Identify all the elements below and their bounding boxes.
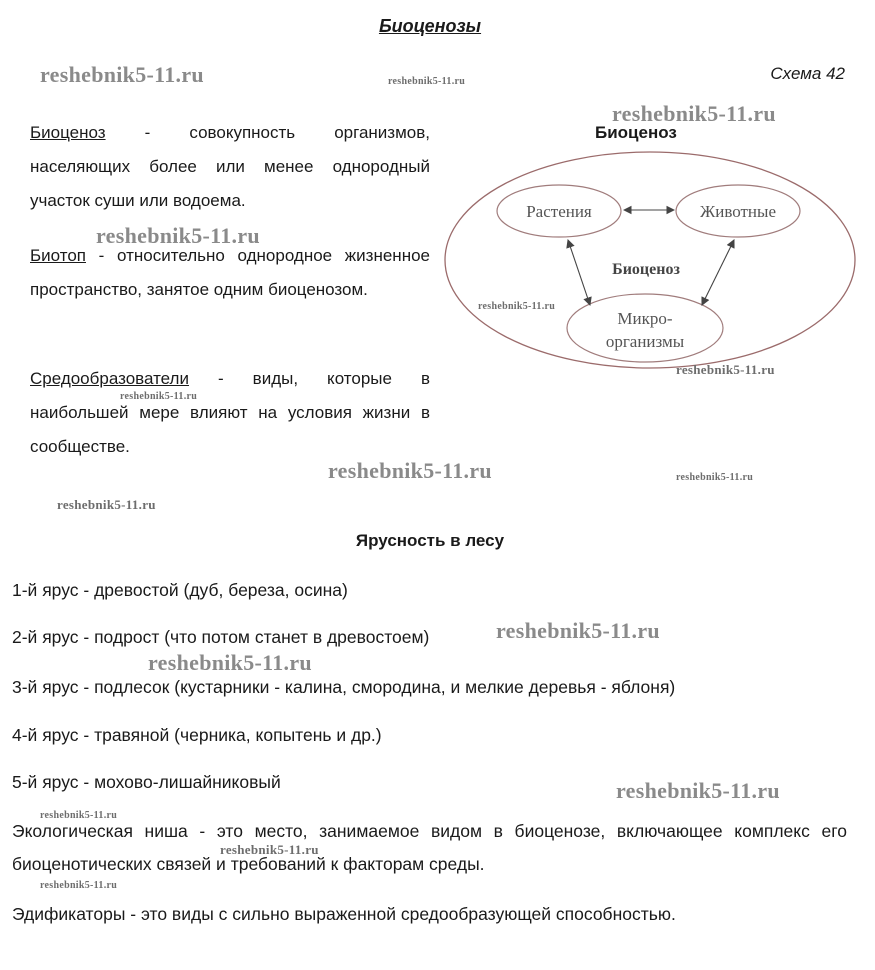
watermark: reshebnik5-11.ru xyxy=(148,650,312,675)
watermark: reshebnik5-11.ru xyxy=(612,101,776,126)
tier-item: 4-й ярус - травяной (черника, копытень и др.) xyxy=(12,725,382,745)
page-title: Биоценозы xyxy=(378,16,482,36)
ecological-niche-paragraph: Экологическая ниша - это место, занимаемое видом в биоценозе, включающее комплекс его биоценотических связей и требований к факторам среды. xyxy=(12,821,847,874)
microorganisms-node xyxy=(567,294,723,362)
definition-term: Биотоп xyxy=(30,246,86,265)
edificators-paragraph: Эдификаторы - это виды с сильно выраженной средообразующей способностью. xyxy=(12,904,676,924)
watermark: reshebnik5-11.ru xyxy=(676,362,775,377)
definition-term: Средообразователи xyxy=(30,369,189,388)
watermark: reshebnik5-11.ru xyxy=(120,391,198,402)
watermark: reshebnik5-11.ru xyxy=(496,618,660,643)
watermark: reshebnik5-11.ru xyxy=(57,497,156,512)
watermark: reshebnik5-11.ru xyxy=(478,301,556,312)
plants-label: Растения xyxy=(526,202,592,221)
tier-item: 5-й ярус - мохово-лишайниковый xyxy=(12,772,281,792)
arrow-plants-micro xyxy=(568,240,590,305)
watermark: reshebnik5-11.ru xyxy=(220,842,319,857)
watermark: reshebnik5-11.ru xyxy=(388,76,466,87)
scheme-label: Схема 42 xyxy=(770,64,845,83)
watermark: reshebnik5-11.ru xyxy=(40,880,118,891)
definition-text: - совокупность организмов, населяющих более или менее однородный участок суши или водоема. xyxy=(30,123,430,210)
watermark: reshebnik5-11.ru xyxy=(616,778,780,803)
watermark: reshebnik5-11.ru xyxy=(40,62,204,87)
diagram-center-label: Биоценоз xyxy=(612,261,680,278)
definition-biotope xyxy=(30,239,430,307)
diagram-title: Биоценоз xyxy=(595,123,677,142)
watermark: reshebnik5-11.ru xyxy=(328,458,492,483)
watermark: reshebnik5-11.ru xyxy=(96,223,260,248)
arrow-animals-micro xyxy=(702,240,734,305)
microorganisms-label-1: Микро- xyxy=(617,309,673,328)
tier-item: 2-й ярус - подрост (что потом станет в древостоем) xyxy=(12,627,430,647)
definition-term: Биоценоз xyxy=(30,123,106,142)
tier-item: 3-й ярус - подлесок (кустарники - калина, смородина, и мелкие деревья - яблоня) xyxy=(12,677,676,697)
watermark: reshebnik5-11.ru xyxy=(676,472,754,483)
watermark: reshebnik5-11.ru xyxy=(40,810,118,821)
tier-item: 1-й ярус - древостой (дуб, береза, осина) xyxy=(12,580,348,600)
tiers-section-title: Ярусность в лесу xyxy=(355,531,505,550)
definition-text: - виды, которые в наибольшей мере влияют на условия жизни в сообществе. xyxy=(30,369,430,456)
definition-text: - относительно однородное жизненное пространство, занятое одним биоценозом. xyxy=(30,246,430,299)
biocenosis-diagram xyxy=(440,140,860,380)
microorganisms-label-2: организмы xyxy=(605,332,685,351)
definition-biocenosis xyxy=(30,116,430,218)
animals-label: Животные xyxy=(699,202,777,221)
definition-environment-formers xyxy=(30,362,430,464)
